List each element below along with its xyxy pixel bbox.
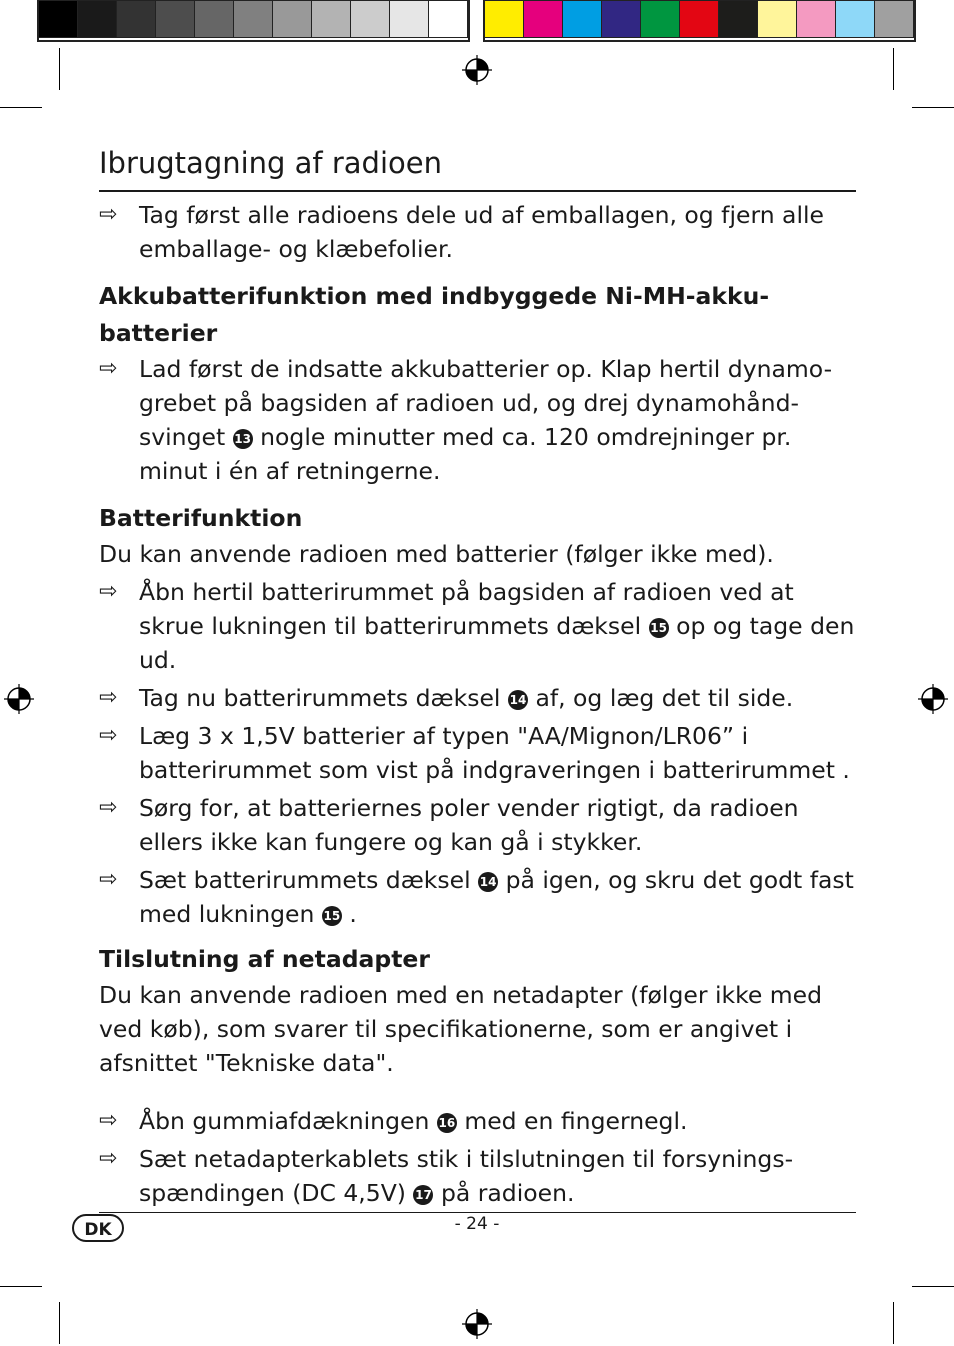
color-swatch <box>563 0 602 38</box>
registration-mark-icon <box>4 684 34 714</box>
instruction-step <box>99 352 856 488</box>
color-swatch <box>875 0 914 38</box>
step-text: Sæt batterirummets dæksel <box>139 866 471 894</box>
crop-mark <box>912 1286 954 1287</box>
arrow-right-icon: ⇨ <box>99 1108 118 1133</box>
step-text: Sørg for, at batteriernes poler vender rigtigt, da radioen ellers ikke kan fungere og kan gå i stykker. <box>139 794 799 856</box>
step-text: Lad først de indsatte akkubatterier op. Klap hertil dynamo-grebet på bagsiden af radioen ud, og drej dynamohånd-svinget <box>139 355 833 451</box>
step-text: på igen, og skru det godt fast med lukningen <box>139 866 854 928</box>
reference-number-badge: 16 <box>437 1113 457 1133</box>
arrow-right-icon: ⇨ <box>99 723 118 748</box>
step-text: Åbn gummiafdækningen <box>139 1107 430 1135</box>
step-text: Tag først alle radioens dele ud af emballagen, og fjern alle emballage- og klæbefolier. <box>139 201 824 263</box>
step-text: op og tage den ud. <box>139 612 855 674</box>
language-badge: DK <box>72 1214 124 1242</box>
arrow-right-icon: ⇨ <box>99 795 118 820</box>
instruction-step <box>99 791 856 859</box>
color-swatch <box>429 0 468 38</box>
instruction-step <box>99 681 856 715</box>
color-swatch <box>719 0 758 38</box>
color-swatch <box>836 0 875 38</box>
color-swatch <box>390 0 429 38</box>
section-heading: Akkubatterifunktion med indbyggede Ni-MH-akku-batterier <box>99 282 770 347</box>
color-swatch <box>273 0 312 38</box>
section-intro: Du kan anvende radioen med en netadapter (følger ikke med ved køb), som svarer til specifikationerne, som er angivet i afsnittet "Tekniske data". <box>99 981 823 1077</box>
color-swatch <box>758 0 797 38</box>
page-number: - 24 - <box>454 1214 500 1234</box>
step-text: nogle minutter med ca. 120 omdrejninger pr. minut i én af retningerne. <box>139 423 792 485</box>
reference-number-badge: 14 <box>508 690 528 710</box>
arrow-right-icon: ⇨ <box>99 356 118 381</box>
instruction-step <box>99 198 856 266</box>
crop-mark <box>893 48 894 90</box>
instruction-step <box>99 863 856 931</box>
arrow-right-icon: ⇨ <box>99 685 118 710</box>
arrow-right-icon: ⇨ <box>99 867 118 892</box>
crop-mark <box>59 48 60 90</box>
color-swatch <box>797 0 836 38</box>
reference-number-badge: 13 <box>233 429 253 449</box>
color-swatch <box>602 0 641 38</box>
color-swatch <box>312 0 351 38</box>
instruction-step <box>99 575 856 677</box>
instruction-step <box>99 1104 856 1138</box>
color-swatch <box>156 0 195 38</box>
step-text: på radioen. <box>440 1179 575 1207</box>
color-swatch <box>78 0 117 38</box>
gray-calibration-bar <box>37 0 470 42</box>
crop-mark <box>912 107 954 108</box>
color-swatch <box>524 0 563 38</box>
section-heading: Tilslutning af netadapter <box>99 945 430 973</box>
color-swatch <box>351 0 390 38</box>
arrow-right-icon: ⇨ <box>99 202 118 227</box>
crop-mark <box>59 1302 60 1344</box>
color-swatch <box>485 0 524 38</box>
reference-number-badge: 15 <box>322 906 342 926</box>
color-swatch <box>195 0 234 38</box>
color-swatch <box>680 0 719 38</box>
reference-number-badge: 17 <box>413 1185 433 1205</box>
reference-number-badge: 15 <box>649 618 669 638</box>
color-swatch <box>234 0 273 38</box>
arrow-right-icon: ⇨ <box>99 579 118 604</box>
page-content <box>99 140 856 1210</box>
step-text: Læg 3 x 1,5V batterier af typen "AA/Mignon/LR06” i batterirummet som vist på indgraveringen i batterirummet . <box>139 722 850 784</box>
section-intro: Du kan anvende radioen med batterier (følger ikke med). <box>99 540 774 568</box>
reference-number-badge: 14 <box>478 872 498 892</box>
page-title: Ibrugtagning af radioen <box>99 140 856 192</box>
color-calibration-bar <box>483 0 916 42</box>
crop-mark <box>893 1302 894 1344</box>
instruction-step <box>99 1142 856 1210</box>
step-text: af, og læg det til side. <box>535 684 794 712</box>
registration-mark-icon <box>462 55 492 85</box>
color-swatch <box>117 0 156 38</box>
color-swatch <box>641 0 680 38</box>
registration-mark-icon <box>462 1309 492 1339</box>
step-text: Åbn hertil batterirummet på bagsiden af radioen ved at skrue lukningen til batterirummets dæksel <box>139 578 794 640</box>
crop-mark <box>0 107 42 108</box>
step-text: med en fingernegl. <box>464 1107 688 1135</box>
color-swatch <box>39 0 78 38</box>
registration-mark-icon <box>918 684 948 714</box>
instruction-step <box>99 719 856 787</box>
step-text: Tag nu batterirummets dæksel <box>139 684 501 712</box>
crop-mark <box>0 1286 42 1287</box>
arrow-right-icon: ⇨ <box>99 1146 118 1171</box>
footer-divider <box>99 1212 856 1213</box>
step-text: Sæt netadapterkablets stik i tilslutningen til forsynings-spændingen (DC 4,5V) <box>139 1145 794 1207</box>
section-heading: Batterifunktion <box>99 504 303 532</box>
step-text: . <box>349 900 357 928</box>
